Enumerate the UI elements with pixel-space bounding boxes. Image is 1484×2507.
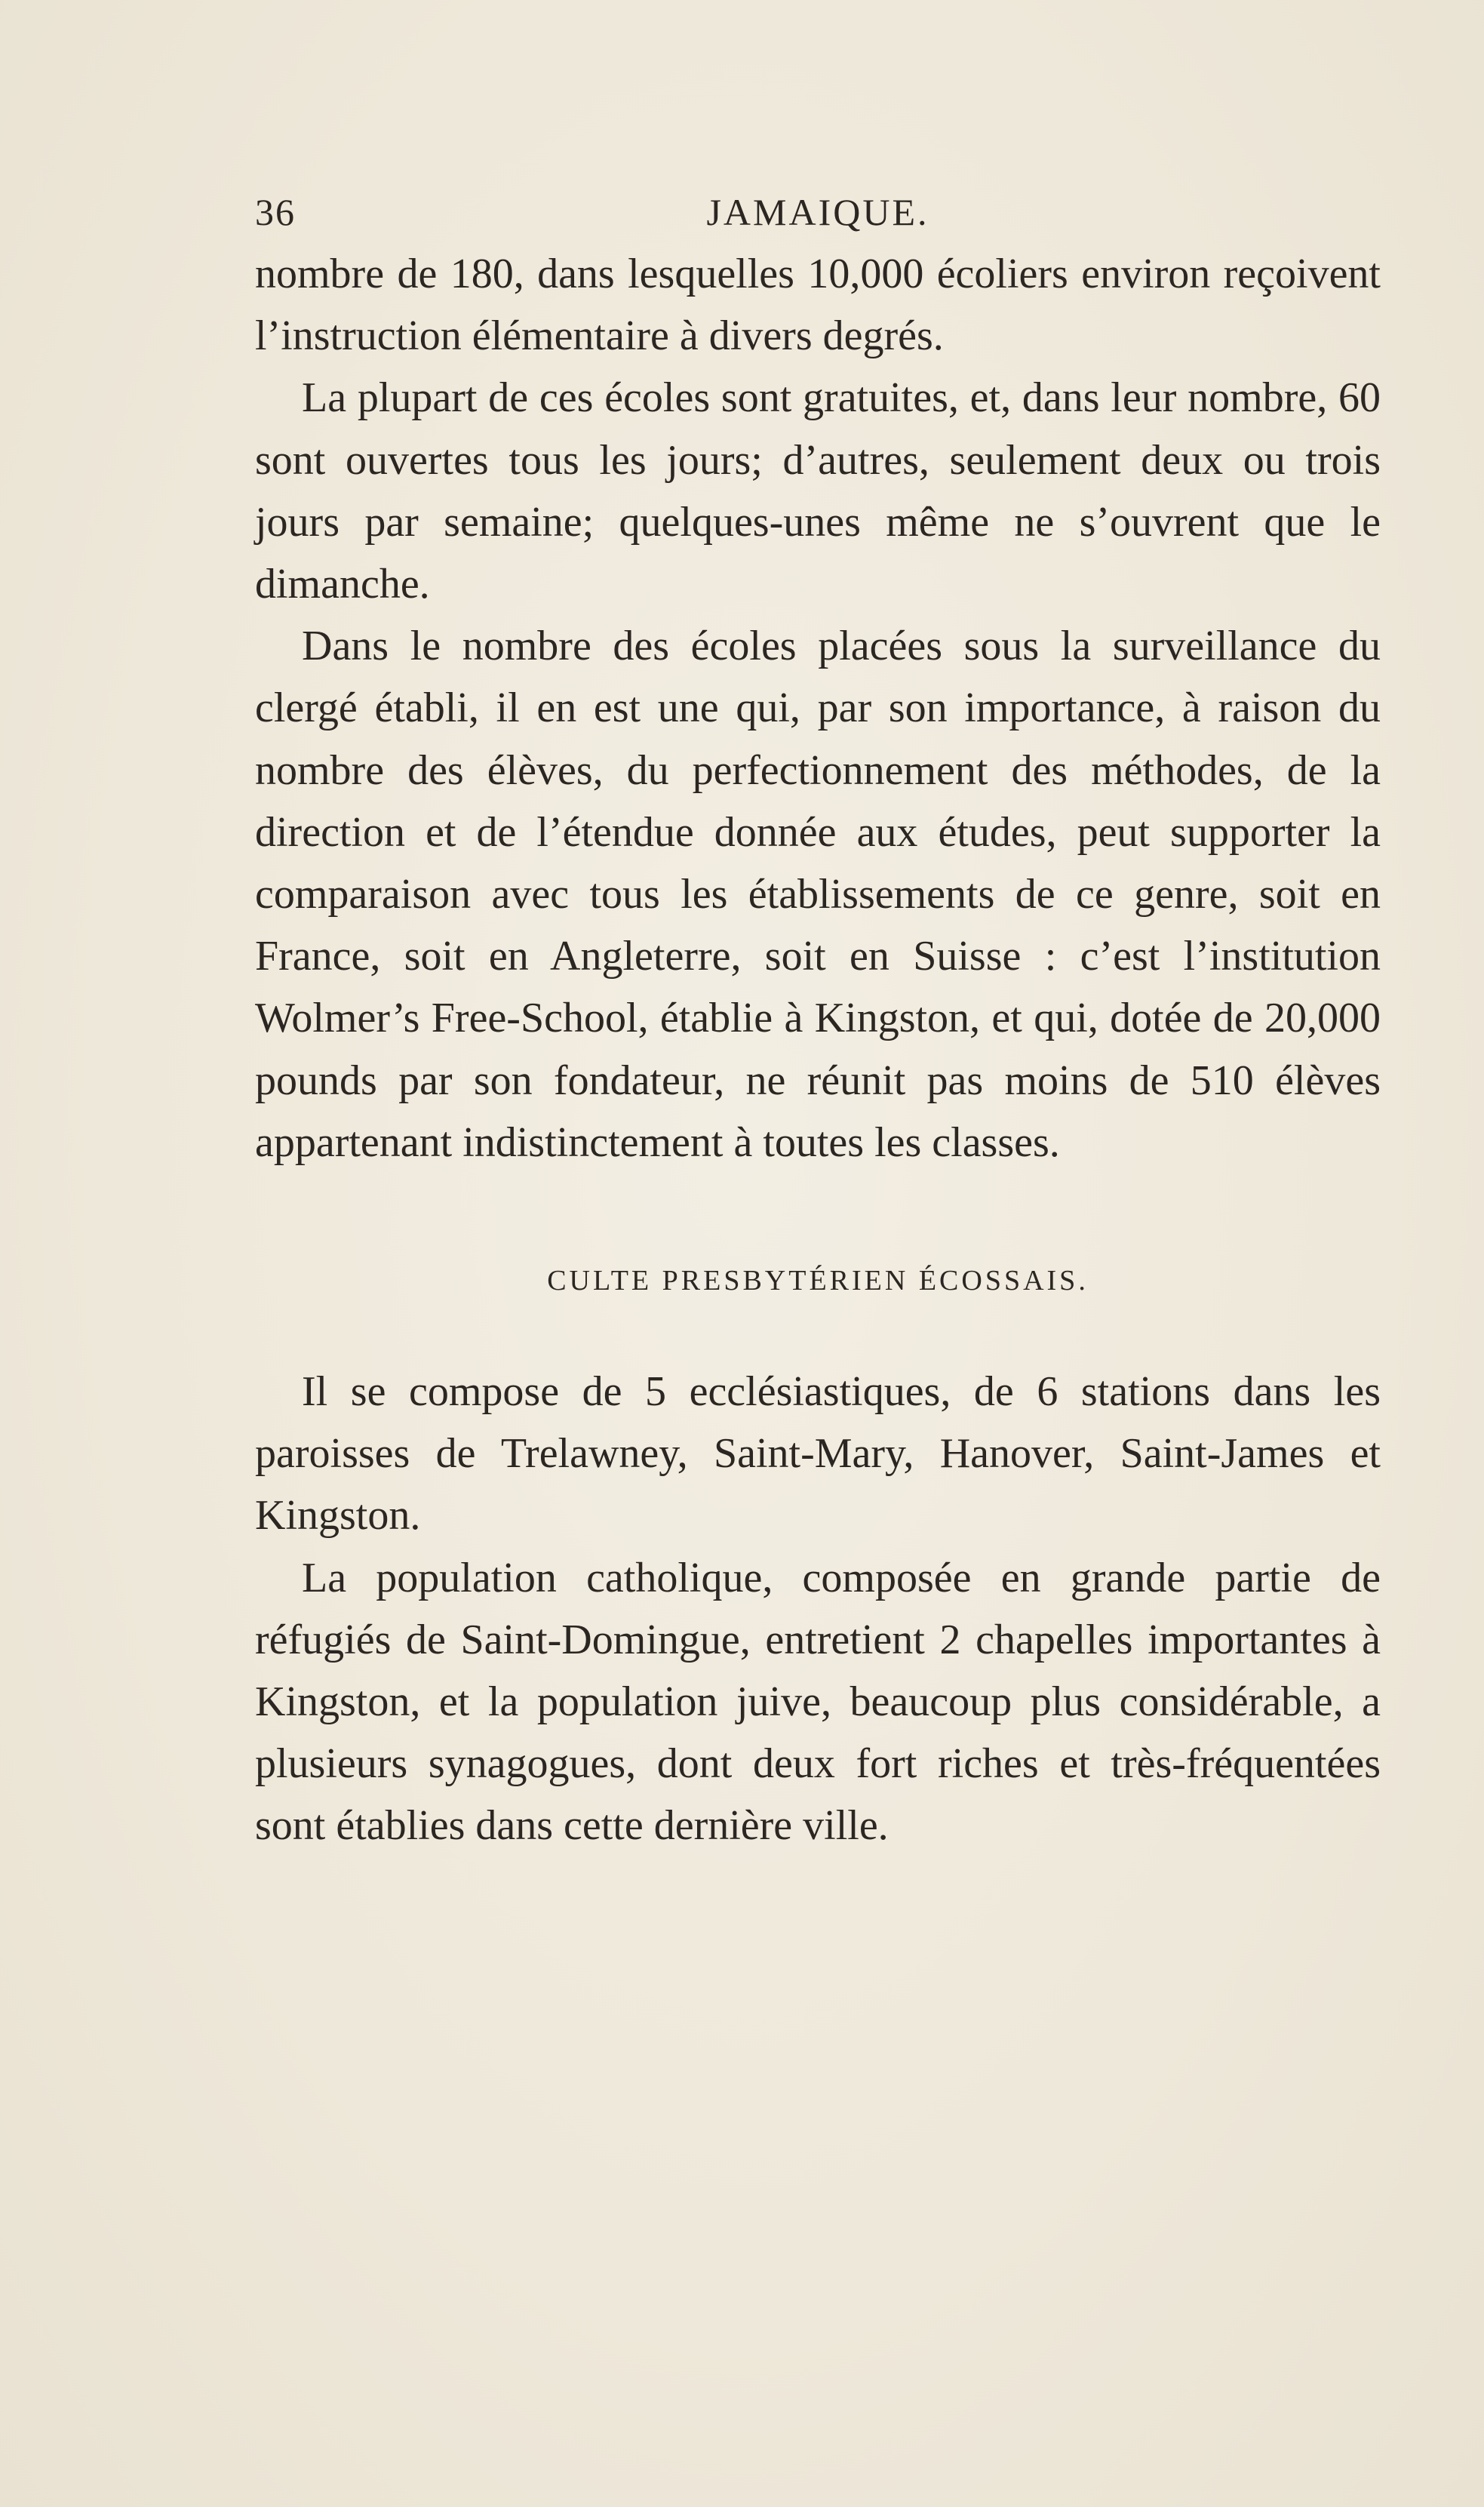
- paragraph-schools-free: La plupart de ces écoles sont gratuites, et, dans leur nombre, 60 sont ouvertes tous les jours; d’autres, seulement deux ou trois jours par semaine; quelques-unes même ne s’ouvrent que le dimanche.: [255, 374, 1381, 608]
- running-head: [255, 181, 1381, 243]
- paragraph-catholic-jewish: La population catholique, composée en grande partie de réfugiés de Saint-Domingue, entretient 2 chapelles importantes à Kingston, et la population juive, beaucoup plus considérable, a plusieurs synagogues, dont deux fort riches et très-fréquentées sont établies dans cette dernière ville.: [255, 1554, 1381, 1850]
- paragraph-wolmers-school: Dans le nombre des écoles placées sous la surveillance du clergé établi, il en est une qui, par son importance, à raison du nombre des élèves, du perfectionnement des méthodes, de la direction et de l’étendue donnée aux études, peut supporter la comparaison avec tous les établissements de ce genre, soit en France, soit en Angleterre, soit en Suisse : c’est l’institution Wolmer’s Free-School, établie à Kingston, et qui, dotée de 20,000 pounds par son fondateur, ne réunit pas moins de 510 élèves appartenant indistinctement à toutes les classes.: [255, 623, 1381, 1166]
- paragraph-presbyterian: Il se compose de 5 ecclésiastiques, de 6 stations dans les paroisses de Trelawney, Saint-Mary, Hanover, Saint-James et Kingston.: [255, 1368, 1381, 1540]
- paragraph-continued: nombre de 180, dans lesquelles 10,000 écoliers environ reçoivent l’instruction élémentaire à divers degrés.: [255, 251, 1381, 360]
- page-number: 36: [255, 191, 296, 233]
- section-heading: CULTE PRESBYTÉRIEN ÉCOSSAIS.: [547, 1265, 1089, 1297]
- page-text-block: [255, 181, 1381, 1857]
- running-title: JAMAIQUE.: [706, 191, 929, 233]
